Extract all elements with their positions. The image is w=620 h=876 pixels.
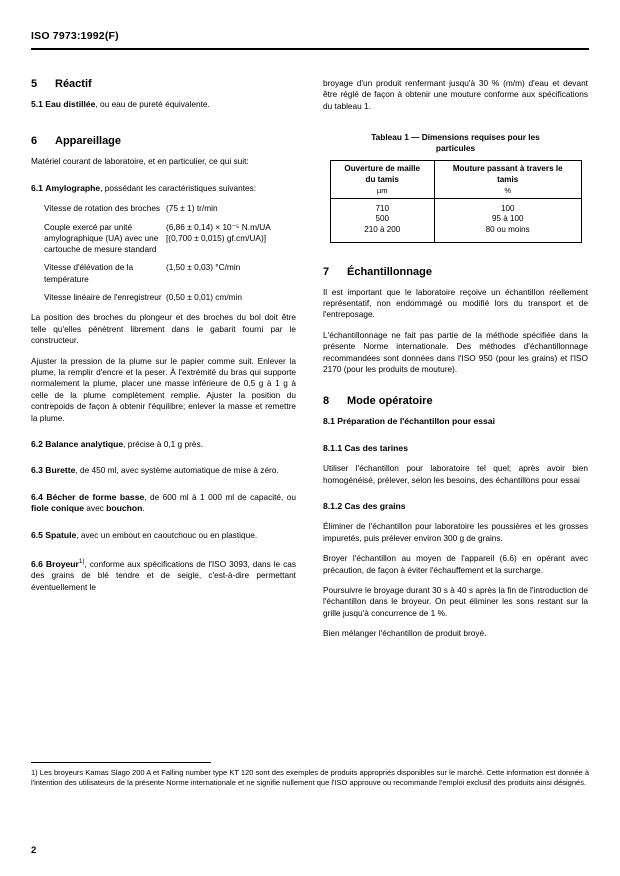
section-5-heading: [31, 78, 296, 90]
spec-row: [44, 203, 296, 214]
two-column-body: [31, 78, 589, 649]
clause-6-4-term-b: fiole conique: [31, 503, 84, 514]
section-7-title: Échantillonnage: [347, 265, 432, 278]
spec-value-primary: (6,86 ± 0,14) × 10⁻⁵ N.m/UA: [166, 221, 271, 232]
table-1-caption: [323, 132, 588, 154]
clause-6-3-term: Burette: [45, 465, 76, 476]
spec-row: [44, 292, 296, 303]
clause-6-4-text-c: .: [142, 503, 145, 514]
table-cell: [434, 198, 581, 242]
header-rule: [31, 48, 589, 50]
table-1: [330, 160, 582, 242]
clause-6-2-text: , précise à 0,1 g près.: [123, 438, 203, 449]
spec-value: (1,50 ± 0,03) °C/min: [166, 262, 241, 273]
clause-8-1-2-paragraph-3: Poursuivre le broyage durant 30 s à 40 s après la fin de l'introduction de l'échantillon dans le broyeur. On peut éliminer les sons restant sur la grille jusqu'à concurrence de 1 %.: [323, 585, 588, 618]
clause-6-3-text: , de 450 ml, avec système automatique de mise à zéro.: [75, 465, 279, 476]
continuation-paragraph: broyage d'un produit renfermant jusqu'à 30 % (m/m) d'eau et devant être réglé de façon à obtenir une mouture conforme aux spécifications du tableau 1.: [323, 78, 588, 111]
section-7-number: 7: [323, 265, 330, 278]
clause-6-4-term-a: Bécher de forme basse: [46, 491, 145, 502]
clause-8-1-number: 8.1: [323, 416, 335, 427]
clause-6-4-number: 6.4: [31, 491, 43, 502]
clause-5-1-term: Eau distillée: [45, 99, 96, 109]
spec-row: [44, 222, 296, 256]
table-cell: [330, 198, 434, 242]
clause-6-6-text: , conforme aux spécifications de l'ISO 3093, dans le cas des grains de blé tendre et de seigle, c'est-à-dire permettant éventuellement le: [31, 558, 296, 592]
clause-8-1-2-paragraph-1: Éliminer de l'échantillon pour laboratoire les poussières et les grosses impuretés, puis prélever environ 300 g de grains.: [323, 521, 588, 543]
section-6-heading: [31, 135, 296, 147]
clause-6-5-term: Spatule: [45, 529, 77, 540]
spec-value: [166, 222, 296, 256]
header-line2: du tamis: [365, 174, 399, 184]
clause-6-6: [31, 556, 296, 593]
clause-8-1-1-heading: [323, 443, 588, 454]
clause-6-2-term: Balance analytique: [45, 438, 124, 449]
section-6-number: 6: [31, 135, 38, 148]
spec-label: Vitesse linéaire de l'enregistreur: [44, 292, 162, 302]
clause-8-1-title: Préparation de l'échantillon pour essai: [337, 416, 495, 427]
header-unit: %: [504, 186, 512, 196]
section-8-number: 8: [323, 395, 330, 408]
cell-value: 100: [500, 203, 515, 213]
clause-6-3: [31, 465, 296, 476]
cell-value: 95 à 100: [491, 214, 524, 224]
cell-value: 80 ou moins: [485, 224, 530, 234]
clause-8-1-2-heading: [323, 501, 588, 512]
section-5-number: 5: [31, 78, 38, 90]
clause-8-1-1-text: Utiliser l'échantillon pour laboratoire tel quel; après avoir bien homogénéisé, prélever, selon les besoins, des échantillons pour essai: [323, 463, 588, 485]
right-column: [323, 78, 588, 649]
table-1-head: [330, 161, 581, 199]
clause-5-1-number: 5.1: [31, 99, 43, 109]
clause-6-2-number: 6.2: [31, 438, 43, 449]
clause-5-1-text: , ou eau de pureté équivalente.: [95, 99, 210, 109]
footnote-body: Les broyeurs Kamas Slago 200 A et Falling number type KT 120 sont des exemples de produits appropriés disponibles sur le marché. Cette information est donnée à l'intention des utilisateurs de la présente Norme internationale et ne signifie nullement que l'ISO approuve ou recommande l'emploi exclusif des produits ainsi désignés.: [31, 768, 589, 787]
paragraph-broches: La position des broches du plongeur et des broches du bol doit être telle qu'elles pénètrent librement dans le gabarit fourni par le constructeur.: [31, 312, 296, 346]
spec-value: (75 ± 1) tr/min: [166, 203, 218, 214]
table-1-caption-line1: Tableau 1 — Dimensions requises pour les: [371, 132, 540, 143]
clause-6-6-term: Broyeur: [45, 558, 79, 569]
page-header: ISO 7973:1992(F): [31, 30, 119, 42]
clause-6-3-number: 6.3: [31, 465, 43, 476]
footnote-marker: 1): [31, 768, 38, 777]
clause-6-5-text: , avec un embout en caoutchouc ou en plastique.: [76, 529, 258, 540]
section-7-paragraph-2: L'échantillonnage ne fait pas partie de la méthode spécifiée dans la présente Norme internationale. Des méthodes d'échantillonnage recommandées sont données dans l'ISO 950 (pour les grains) et l'ISO 2170 (pour les produits de mouture).: [323, 329, 588, 374]
clause-8-1-2-number: 8.1.2: [323, 500, 343, 511]
clause-5-1: [31, 99, 296, 110]
table-1-body: [330, 198, 581, 242]
section-8-heading: [323, 395, 588, 407]
section-8-title: Mode opératoire: [347, 395, 433, 408]
clause-6-4-text-a: , de 600 ml à 1 000 ml de capacité, ou: [144, 491, 296, 502]
section-6-title: Appareillage: [55, 135, 122, 148]
clause-8-1-1-title: Cas des tarines: [344, 442, 408, 453]
clause-6-6-number: 6.6: [31, 558, 43, 569]
footnote-text: [31, 768, 589, 788]
clause-8-1-1-number: 8.1.1: [323, 442, 343, 453]
clause-8-1-2-paragraph-4: Bien mélanger l'échantillon de produit broyé.: [323, 628, 487, 639]
clause-6-1-term: Amylographe: [45, 182, 101, 193]
spec-label: Couple exercé par unité amylographique (UA) avec une cartouche de mesure standard: [44, 221, 159, 255]
page-number: 2: [31, 845, 37, 856]
spec-value-secondary: [(0,700 ± 0,015) gf.cm/UA)]: [166, 232, 267, 243]
clause-6-5: [31, 530, 296, 541]
clause-6-1-text: , possédant les caractéristiques suivantes:: [100, 182, 257, 193]
amylograph-spec-list: [31, 203, 296, 303]
cell-value: 500: [375, 214, 389, 224]
footnote-reference[interactable]: 1): [78, 557, 85, 565]
cell-value: 210 à 200: [364, 224, 401, 234]
clause-6-2: [31, 439, 296, 450]
clause-6-4-term-c: bouchon: [106, 503, 143, 514]
table-header-cell: [434, 161, 581, 199]
section-7-heading: [323, 266, 588, 278]
footnote-rule: [31, 762, 211, 763]
table-header-cell: [330, 161, 434, 199]
header-line2: tamis: [497, 174, 519, 184]
section-6-intro: Matériel courant de laboratoire, et en particulier, ce qui suit:: [31, 156, 249, 167]
section-7-paragraph-1: Il est important que le laboratoire reçoive un échantillon réellement représentatif, non endommagé ou modifié lors du transport et de l'entreposage.: [323, 286, 588, 320]
left-column: [31, 78, 296, 649]
clause-6-1: [31, 183, 296, 194]
header-line1: Ouverture de maille: [344, 164, 420, 174]
spec-row: [44, 262, 296, 285]
clause-8-1-2-paragraph-2: Broyer l'échantillon au moyen de l'appareil (6.6) en opérant avec précaution, de façon à éviter l'échauffement et la surcharge.: [323, 553, 588, 575]
clause-8-1-heading: [323, 416, 588, 427]
clause-6-4: [31, 492, 296, 515]
spec-label: Vitesse de rotation des broches: [44, 203, 161, 214]
clause-6-5-number: 6.5: [31, 529, 43, 540]
paragraph-plume: Ajuster la pression de la plume sur le papier comme suit. Enlever la plume, la remplir d'encre et la peser. À l'extrémité du bras qui supporte normalement la plume, placer une masse inférieure de 0,5 g à 1 g à celle de la plume complètement remplie. Ajuster la position du contrepoids de façon à obtenir l'équilibre; enlever la masse et remettre la plume.: [31, 355, 296, 423]
clause-6-1-number: 6.1: [31, 182, 43, 193]
clause-6-4-text-b: avec: [84, 503, 107, 514]
table-1-caption-line2: particules: [435, 143, 476, 154]
section-5-title: Réactif: [55, 78, 92, 90]
spec-value: (0,50 ± 0,01) cm/min: [166, 292, 243, 302]
header-line1: Mouture passant à travers le: [452, 164, 563, 174]
cell-value: 710: [375, 203, 389, 213]
table-header-row: [330, 161, 581, 199]
header-unit: µm: [376, 186, 388, 196]
spec-label: Vitesse d'élévation de la température: [44, 262, 134, 284]
table-row: [330, 198, 581, 242]
clause-8-1-2-title: Cas des grains: [344, 500, 406, 511]
footnote-block: [31, 762, 589, 788]
